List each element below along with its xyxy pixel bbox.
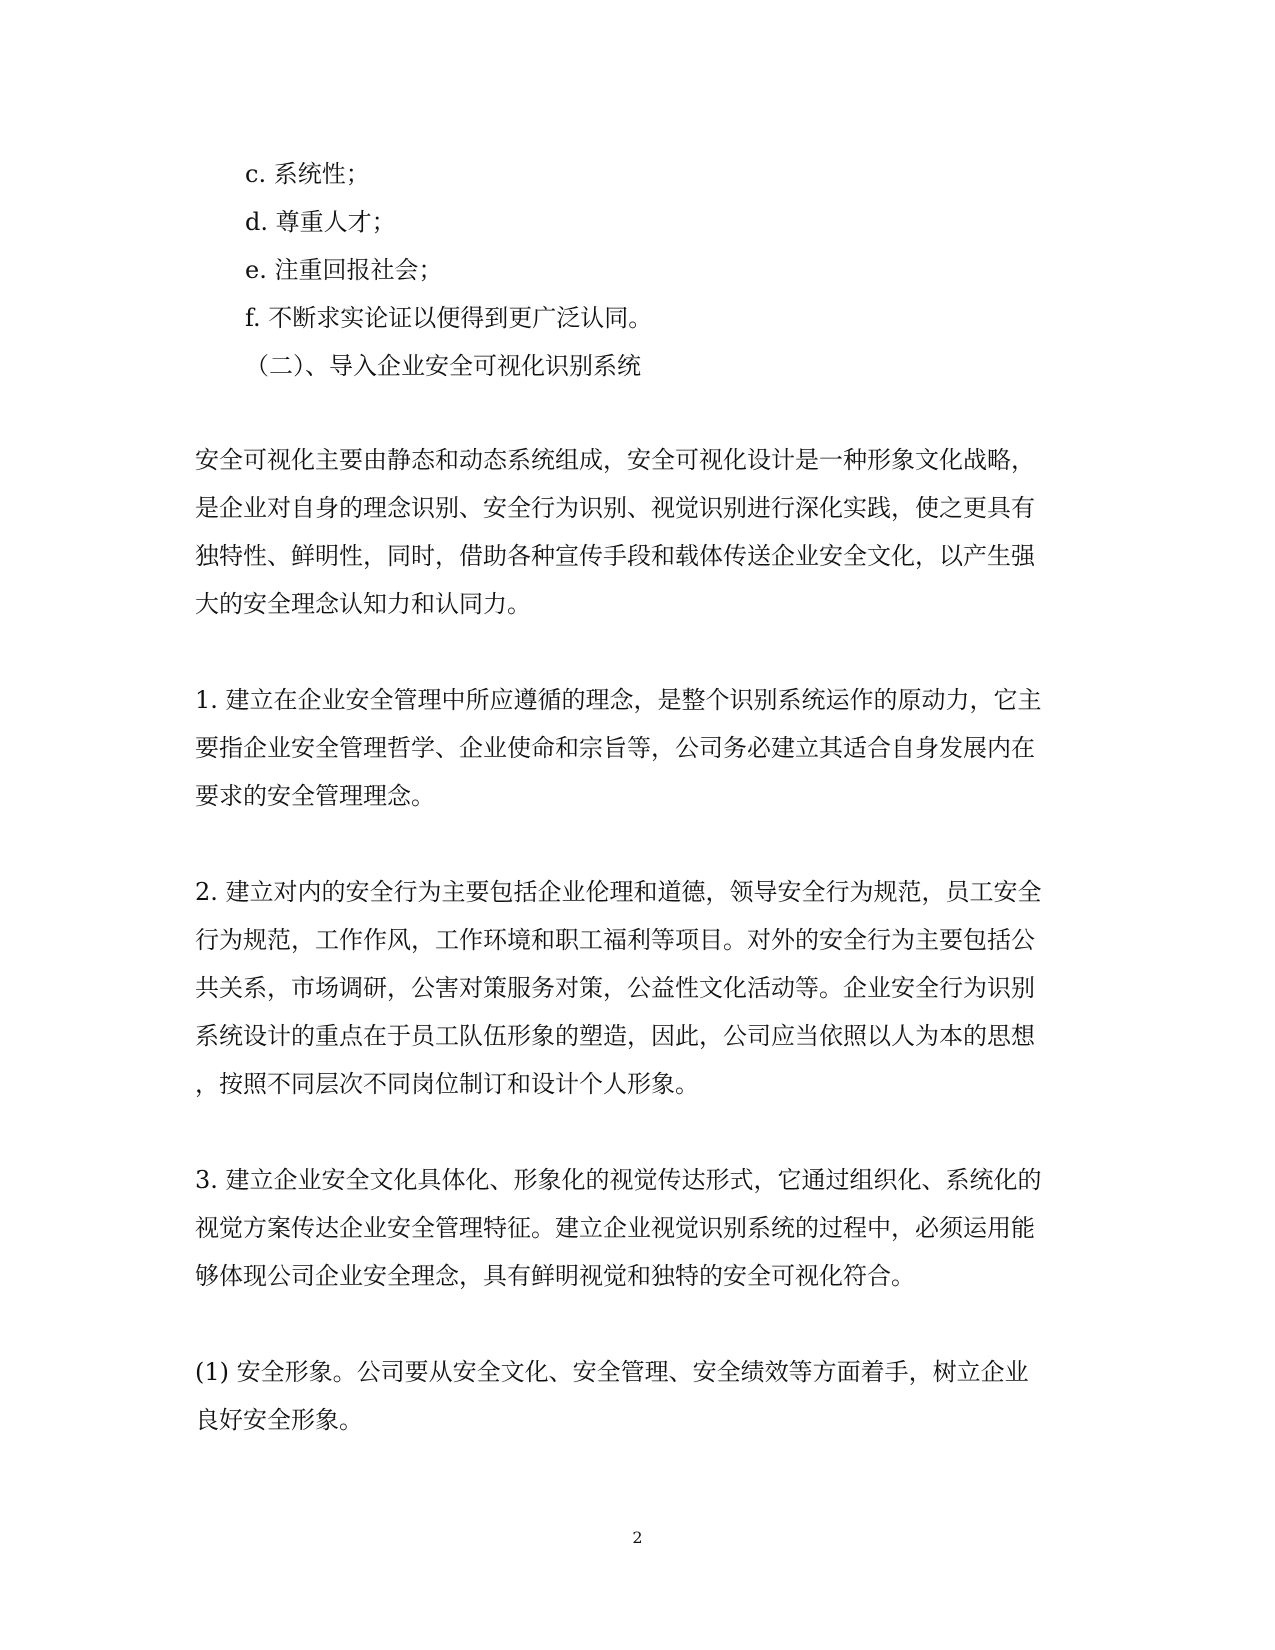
paragraph-line: 系统设计的重点在于员工队伍形象的塑造，因此，公司应当依照以人为本的思想 [195,1022,1035,1050]
paragraph-line: 2. 建立对内的安全行为主要包括企业伦理和道德，领导安全行为规范，员工安全 [195,878,1042,906]
paragraph-line: 良好安全形象。 [195,1406,363,1434]
paragraph-line: 1. 建立在企业安全管理中所应遵循的理念，是整个识别系统运作的原动力，它主 [195,686,1042,714]
paragraph-line: 要求的安全管理理念。 [195,782,435,810]
paragraph-item-2 [195,868,1075,1108]
paragraph-line: 3. 建立企业安全文化具体化、形象化的视觉传达形式，它通过组织化、系统化的 [195,1166,1042,1194]
paragraph-line: 大的安全理念认知力和认同力。 [195,590,531,618]
paragraph-subitem-1 [195,1348,1075,1444]
paragraph-line: 要指企业安全管理哲学、企业使命和宗旨等，公司务必建立其适合自身发展内在 [195,734,1035,762]
paragraph-line: 行为规范，工作作风，工作环境和职工福利等项目。对外的安全行为主要包括公 [195,926,1035,954]
section-heading: （二）、导入企业安全可视化识别系统 [245,352,641,380]
page-number: 2 [632,1528,643,1547]
paragraph-line: 安全可视化主要由静态和动态系统组成，安全可视化设计是一种形象文化战略， [195,446,1035,474]
paragraph-line: 独特性、鲜明性，同时，借助各种宣传手段和载体传送企业安全文化，以产生强 [195,542,1035,570]
paragraph-line: 是企业对自身的理念识别、安全行为识别、视觉识别进行深化实践，使之更具有 [195,494,1035,522]
list-item: f. 不断求实论证以便得到更广泛认同。 [245,304,653,332]
paragraph-line: 共关系，市场调研，公害对策服务对策，公益性文化活动等。企业安全行为识别 [195,974,1035,1002]
list-item: c. 系统性； [245,160,370,188]
paragraph-item-1 [195,676,1075,820]
list-item: d. 尊重人才； [245,208,396,236]
paragraph-line: 视觉方案传达企业安全管理特征。建立企业视觉识别系统的过程中，必须运用能 [195,1214,1035,1242]
list-item: e. 注重回报社会； [245,256,443,284]
paragraph-intro [195,436,1075,628]
paragraph-line: 够体现公司企业安全理念，具有鲜明视觉和独特的安全可视化符合。 [195,1262,915,1290]
paragraph-line: ，按照不同层次不同岗位制订和设计个人形象。 [195,1070,699,1098]
document-body [195,150,1075,1444]
paragraph-line: (1) 安全形象。公司要从安全文化、安全管理、安全绩效等方面着手，树立企业 [195,1358,1029,1386]
paragraph-item-3 [195,1156,1075,1300]
